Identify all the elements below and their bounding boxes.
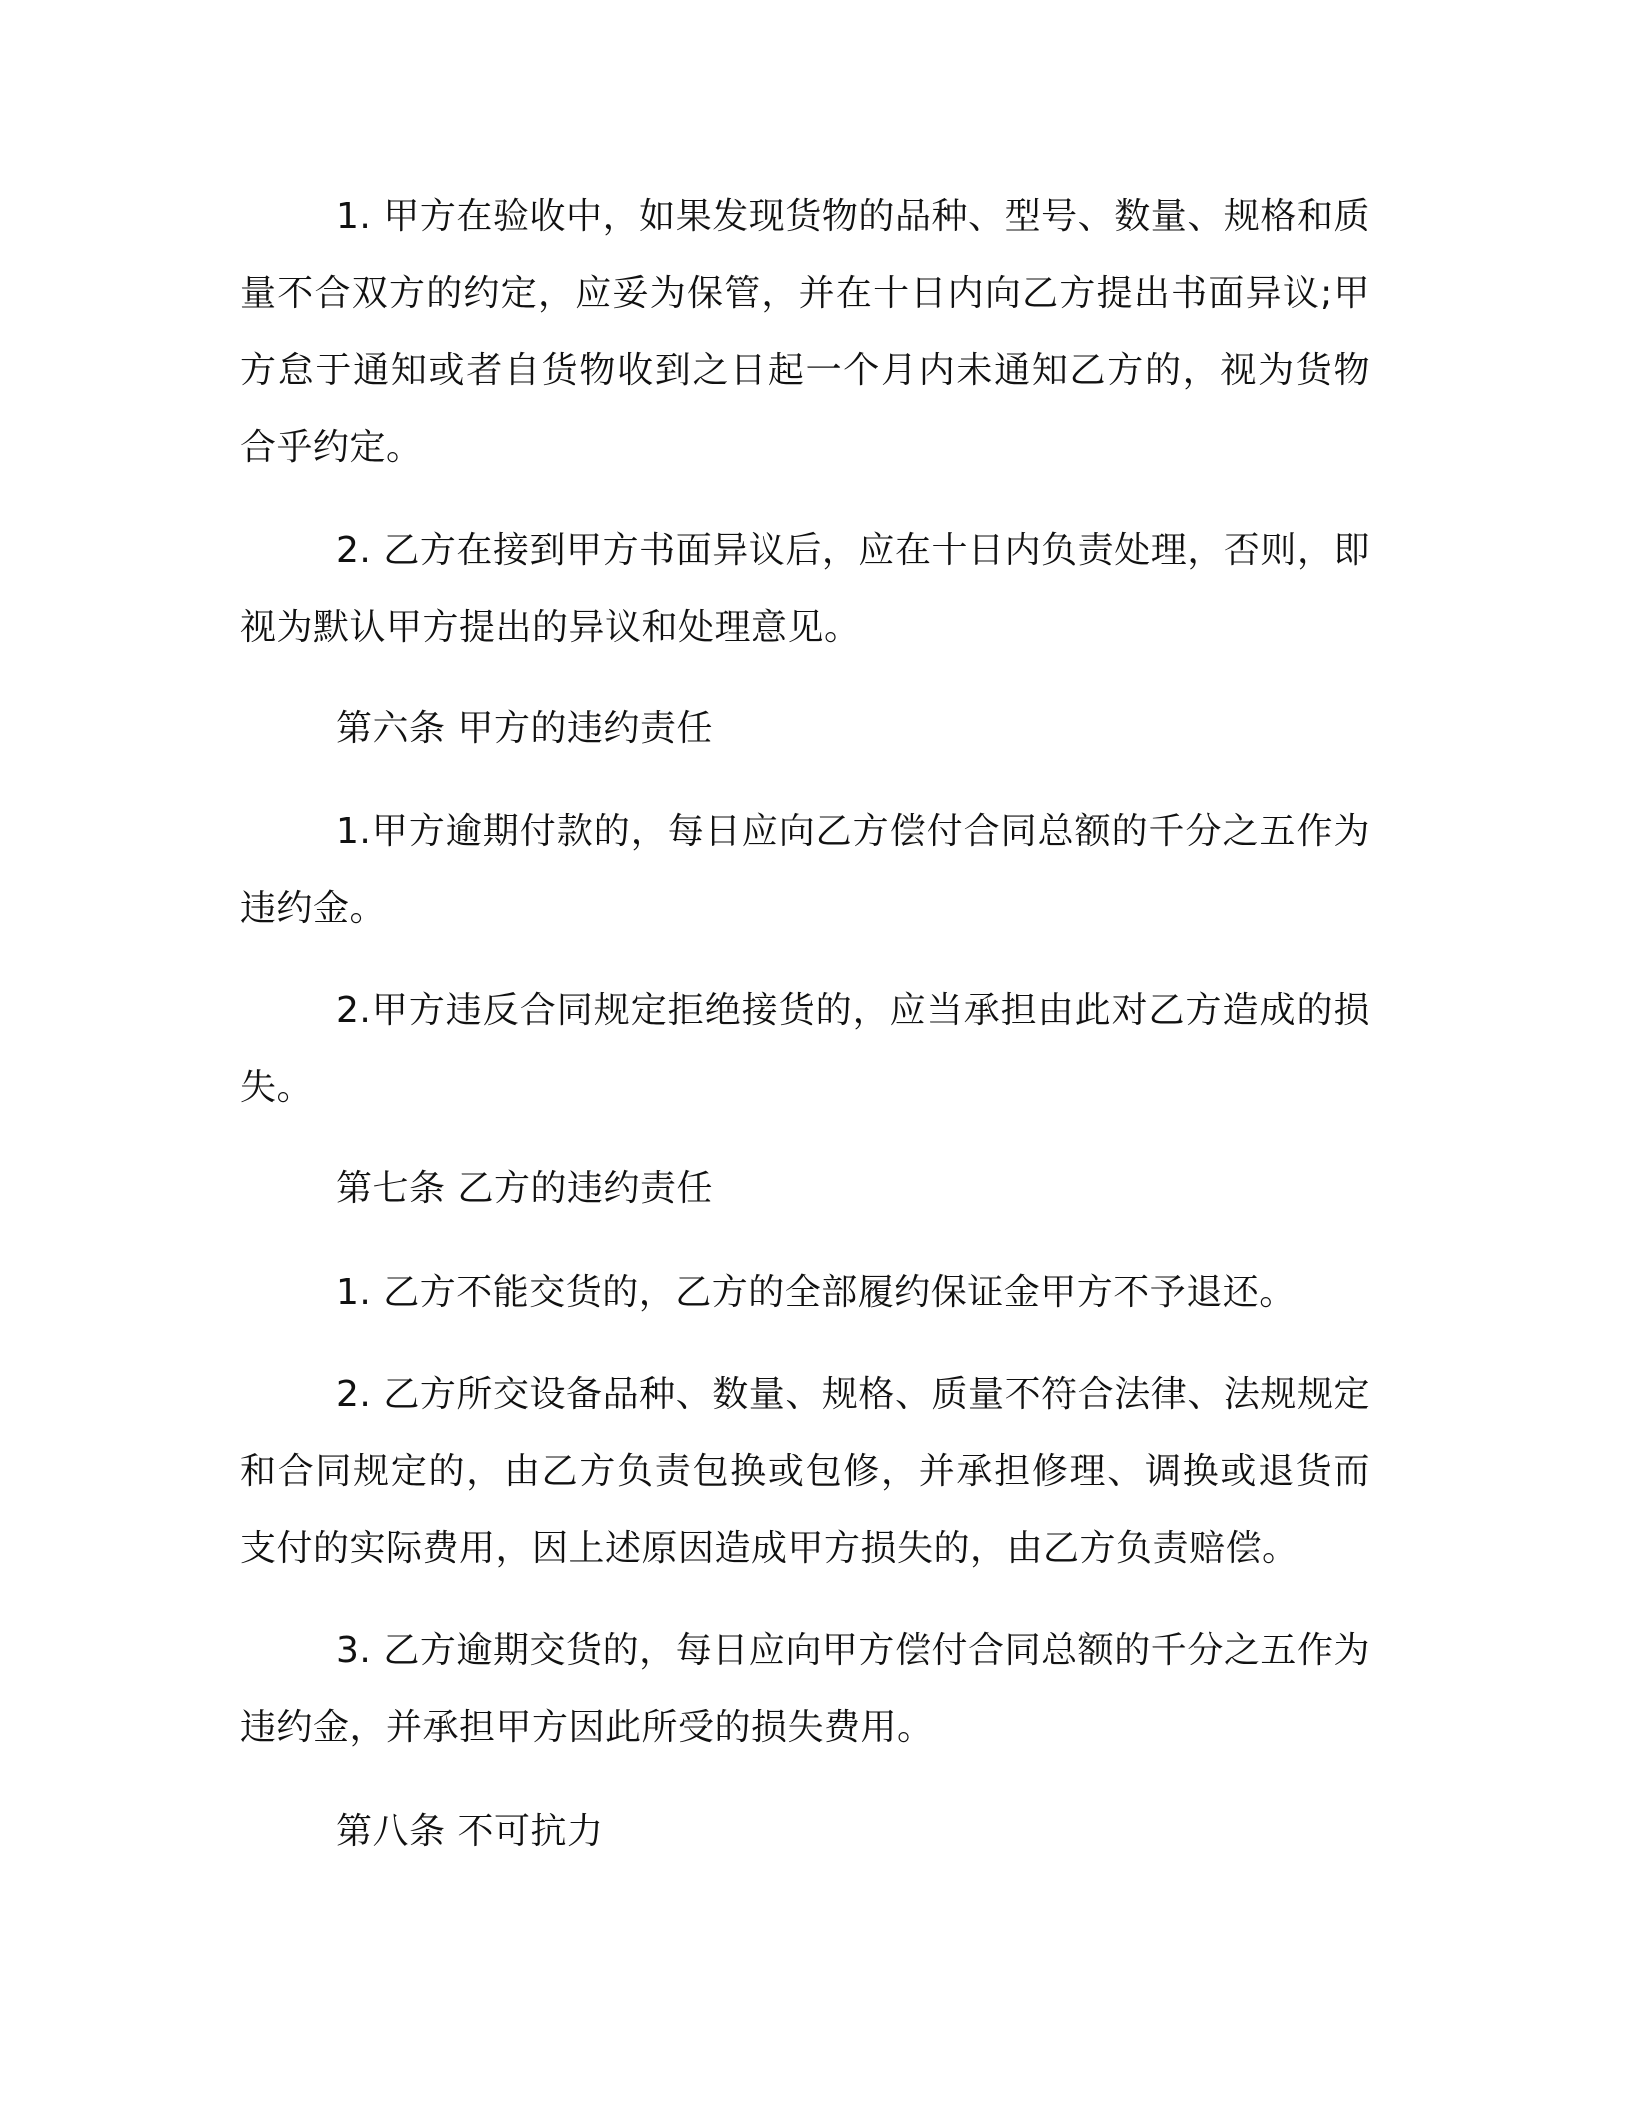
article-8-heading: 第八条 不可抗力	[336, 1811, 604, 1852]
clause-5-item-1: 1. 甲方在验收中，如果发现货物的品种、型号、数量、规格和质量不合双方的约定，应妥为保管，并在十日内向乙方提出书面异议;甲方怠于通知或者自货物收到之日起一个月内未通知乙方的，视为货物合乎约定。	[240, 196, 1370, 468]
article-6-item-2: 2.甲方违反合同规定拒绝接货的，应当承担由此对乙方造成的损失。	[240, 990, 1370, 1108]
article-7-item-1: 1. 乙方不能交货的，乙方的全部履约保证金甲方不予退还。	[336, 1272, 1296, 1313]
article-6-heading: 第六条 甲方的违约责任	[336, 708, 713, 749]
article-7-item-3: 3. 乙方逾期交货的，每日应向甲方偿付合同总额的千分之五作为违约金，并承担甲方因此所受的损失费用。	[240, 1630, 1370, 1748]
clause-5-item-2: 2. 乙方在接到甲方书面异议后，应在十日内负责处理，否则，即视为默认甲方提出的异议和处理意见。	[240, 530, 1370, 648]
article-7-heading: 第七条 乙方的违约责任	[336, 1168, 713, 1209]
article-7-item-2: 2. 乙方所交设备品种、数量、规格、质量不符合法律、法规规定和合同规定的，由乙方负责包换或包修，并承担修理、调换或退货而支付的实际费用，因上述原因造成甲方损失的，由乙方负责赔偿。	[240, 1374, 1370, 1569]
article-6-item-1: 1.甲方逾期付款的，每日应向乙方偿付合同总额的千分之五作为违约金。	[240, 811, 1370, 929]
